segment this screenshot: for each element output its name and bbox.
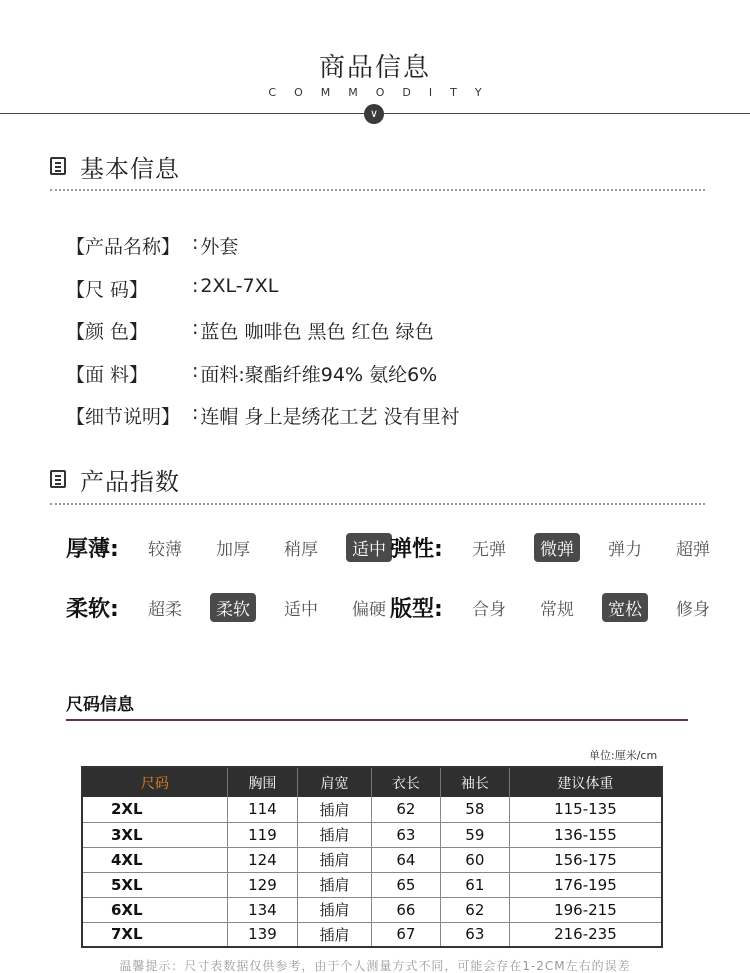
table-cell: 插肩 [298,897,372,922]
table-cell: 216-235 [509,922,662,947]
table-row [82,822,662,847]
table-cell: 64 [371,847,440,872]
section-basic-info [50,150,180,182]
table-cell: 6XL [82,897,227,922]
table-cell: 插肩 [298,847,372,872]
table-cell: 63 [371,822,440,847]
index-option-selected: 微弹 [534,533,580,562]
table-row [82,872,662,897]
index-option: 超弹 [676,539,710,560]
document-icon [50,470,66,488]
table-cell: 176-195 [509,872,662,897]
index-option: 修身 [676,599,710,620]
index-option: 超柔 [148,599,182,620]
table-cell: 156-175 [509,847,662,872]
info-separator: : [192,275,199,297]
size-note: 温馨提示：尺寸表数据仅供参考，由于个人测量方式不同，可能会存在1-2CM左右的误差 [119,959,631,973]
index-option: 加厚 [216,539,250,560]
table-cell: 4XL [82,847,227,872]
info-separator: : [192,232,199,254]
table-cell: 139 [227,922,297,947]
section-title: 产品指数 [80,467,180,496]
dotted-divider [50,189,705,191]
table-cell: 61 [440,872,509,897]
index-option: 常规 [540,599,574,620]
info-separator: : [192,402,199,424]
index-softness [66,592,414,622]
table-cell: 134 [227,897,297,922]
info-row [66,317,434,344]
info-value: 面料:聚酯纤维94% 氨纶6% [200,364,438,386]
table-cell: 5XL [82,872,227,897]
index-option: 无弹 [472,539,506,560]
info-key: 【尺 码】 [66,279,149,301]
chevron-down-icon: ∨ [364,104,384,124]
table-cell: 115-135 [509,797,662,822]
table-cell: 65 [371,872,440,897]
section-title: 基本信息 [80,154,180,183]
table-cell: 63 [440,922,509,947]
index-fit [390,592,738,622]
page-subtitle: COMMODITY [268,86,500,99]
column-header: 袖长 [440,767,509,797]
table-cell: 3XL [82,822,227,847]
table-cell: 124 [227,847,297,872]
info-key: 【面 料】 [66,364,149,386]
column-header: 建议体重 [509,767,662,797]
table-row [82,922,662,947]
table-cell: 58 [440,797,509,822]
info-row [66,402,460,429]
index-option-selected: 柔软 [210,593,256,622]
table-cell: 196-215 [509,897,662,922]
index-label: 弹性: [390,536,443,562]
info-separator: : [192,360,199,382]
index-option: 合身 [472,599,506,620]
info-value: 蓝色 咖啡色 黑色 红色 绿色 [200,321,434,343]
table-cell: 114 [227,797,297,822]
index-option-selected: 宽松 [602,593,648,622]
info-key: 【细节说明】 [66,406,181,428]
table-row [82,897,662,922]
info-value: 2XL-7XL [200,275,279,297]
table-cell: 插肩 [298,822,372,847]
index-option: 较薄 [148,539,182,560]
index-option-selected: 适中 [346,533,392,562]
table-cell: 插肩 [298,922,372,947]
size-info-rule [66,719,688,721]
section-product-index [50,463,180,495]
column-header: 肩宽 [298,767,372,797]
size-table [81,766,663,948]
table-cell: 60 [440,847,509,872]
index-label: 厚薄: [66,536,119,562]
unit-label: 单位:厘米/cm [589,749,658,762]
index-thickness [66,532,414,562]
info-row [66,360,437,387]
page-title: 商品信息 [318,53,431,83]
table-cell: 67 [371,922,440,947]
info-row [66,232,238,259]
index-elasticity [390,532,738,562]
index-label: 柔软: [66,596,119,622]
table-cell: 136-155 [509,822,662,847]
table-cell: 7XL [82,922,227,947]
index-label: 版型: [390,596,443,622]
index-option: 稍厚 [284,539,318,560]
table-row [82,847,662,872]
size-info-title: 尺码信息 [66,695,134,715]
table-row [82,797,662,822]
table-cell: 插肩 [298,797,372,822]
table-cell: 59 [440,822,509,847]
dotted-divider [50,503,705,505]
info-value: 外套 [200,236,239,258]
document-icon [50,157,66,175]
info-separator: : [192,317,199,339]
table-cell: 119 [227,822,297,847]
column-header: 衣长 [371,767,440,797]
index-option: 适中 [284,599,318,620]
info-key: 【颜 色】 [66,321,149,343]
table-cell: 2XL [82,797,227,822]
page-header [0,0,750,130]
info-value: 连帽 身上是绣花工艺 没有里衬 [200,406,460,428]
table-cell: 62 [440,897,509,922]
index-option: 偏硬 [352,599,386,620]
info-row [66,275,278,302]
table-cell: 插肩 [298,872,372,897]
info-key: 【产品名称】 [66,236,181,258]
column-header: 胸围 [227,767,297,797]
index-option: 弹力 [608,539,642,560]
table-cell: 129 [227,872,297,897]
column-header: 尺码 [82,767,227,797]
table-cell: 66 [371,897,440,922]
table-cell: 62 [371,797,440,822]
